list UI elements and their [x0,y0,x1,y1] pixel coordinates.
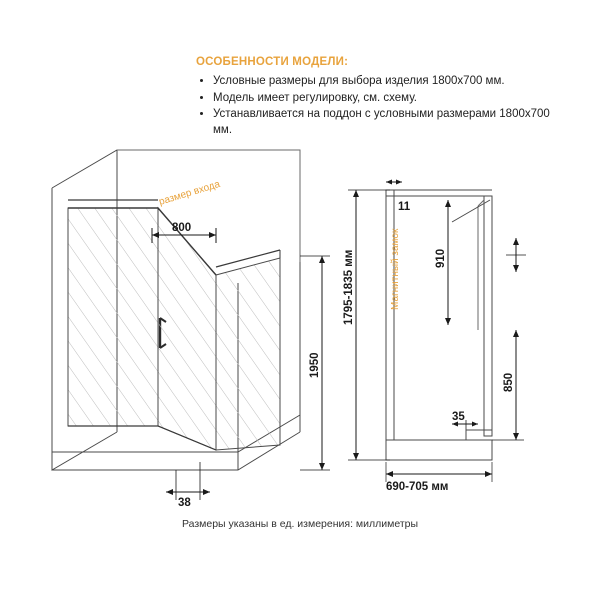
entrance-value: 800 [172,222,192,234]
units-caption: Размеры указаны в ед. измерения: миллиметры [181,518,419,530]
top-gap-value: 11 [398,201,411,213]
right-section-view [386,190,492,460]
depth-dimension [166,462,210,509]
inner-height-value: 910 [435,248,447,268]
total-height-value: 1795-1835 мм [343,249,355,325]
entrance-label: размер входа [157,178,222,208]
features-title: ОСОБЕННОСТИ МОДЕЛИ: [196,56,349,68]
depth-value: 38 [178,497,191,509]
lower-height-value: 850 [503,372,515,392]
list-item: • Модель имеет регулировку, см. схему. [213,91,566,107]
list-item: • Устанавливается на поддон с условными размерами 1800x700 мм. [213,107,566,138]
height-value: 1950 [309,352,321,378]
magnet-lock-label: Магнитный замок [390,228,401,310]
height-dimension [300,256,330,470]
base-offset-value: 35 [452,411,465,423]
width-range-value: 690-705 мм [386,481,449,493]
list-item: • Условные размеры для выбора изделия 1800x700 мм. [213,74,566,90]
